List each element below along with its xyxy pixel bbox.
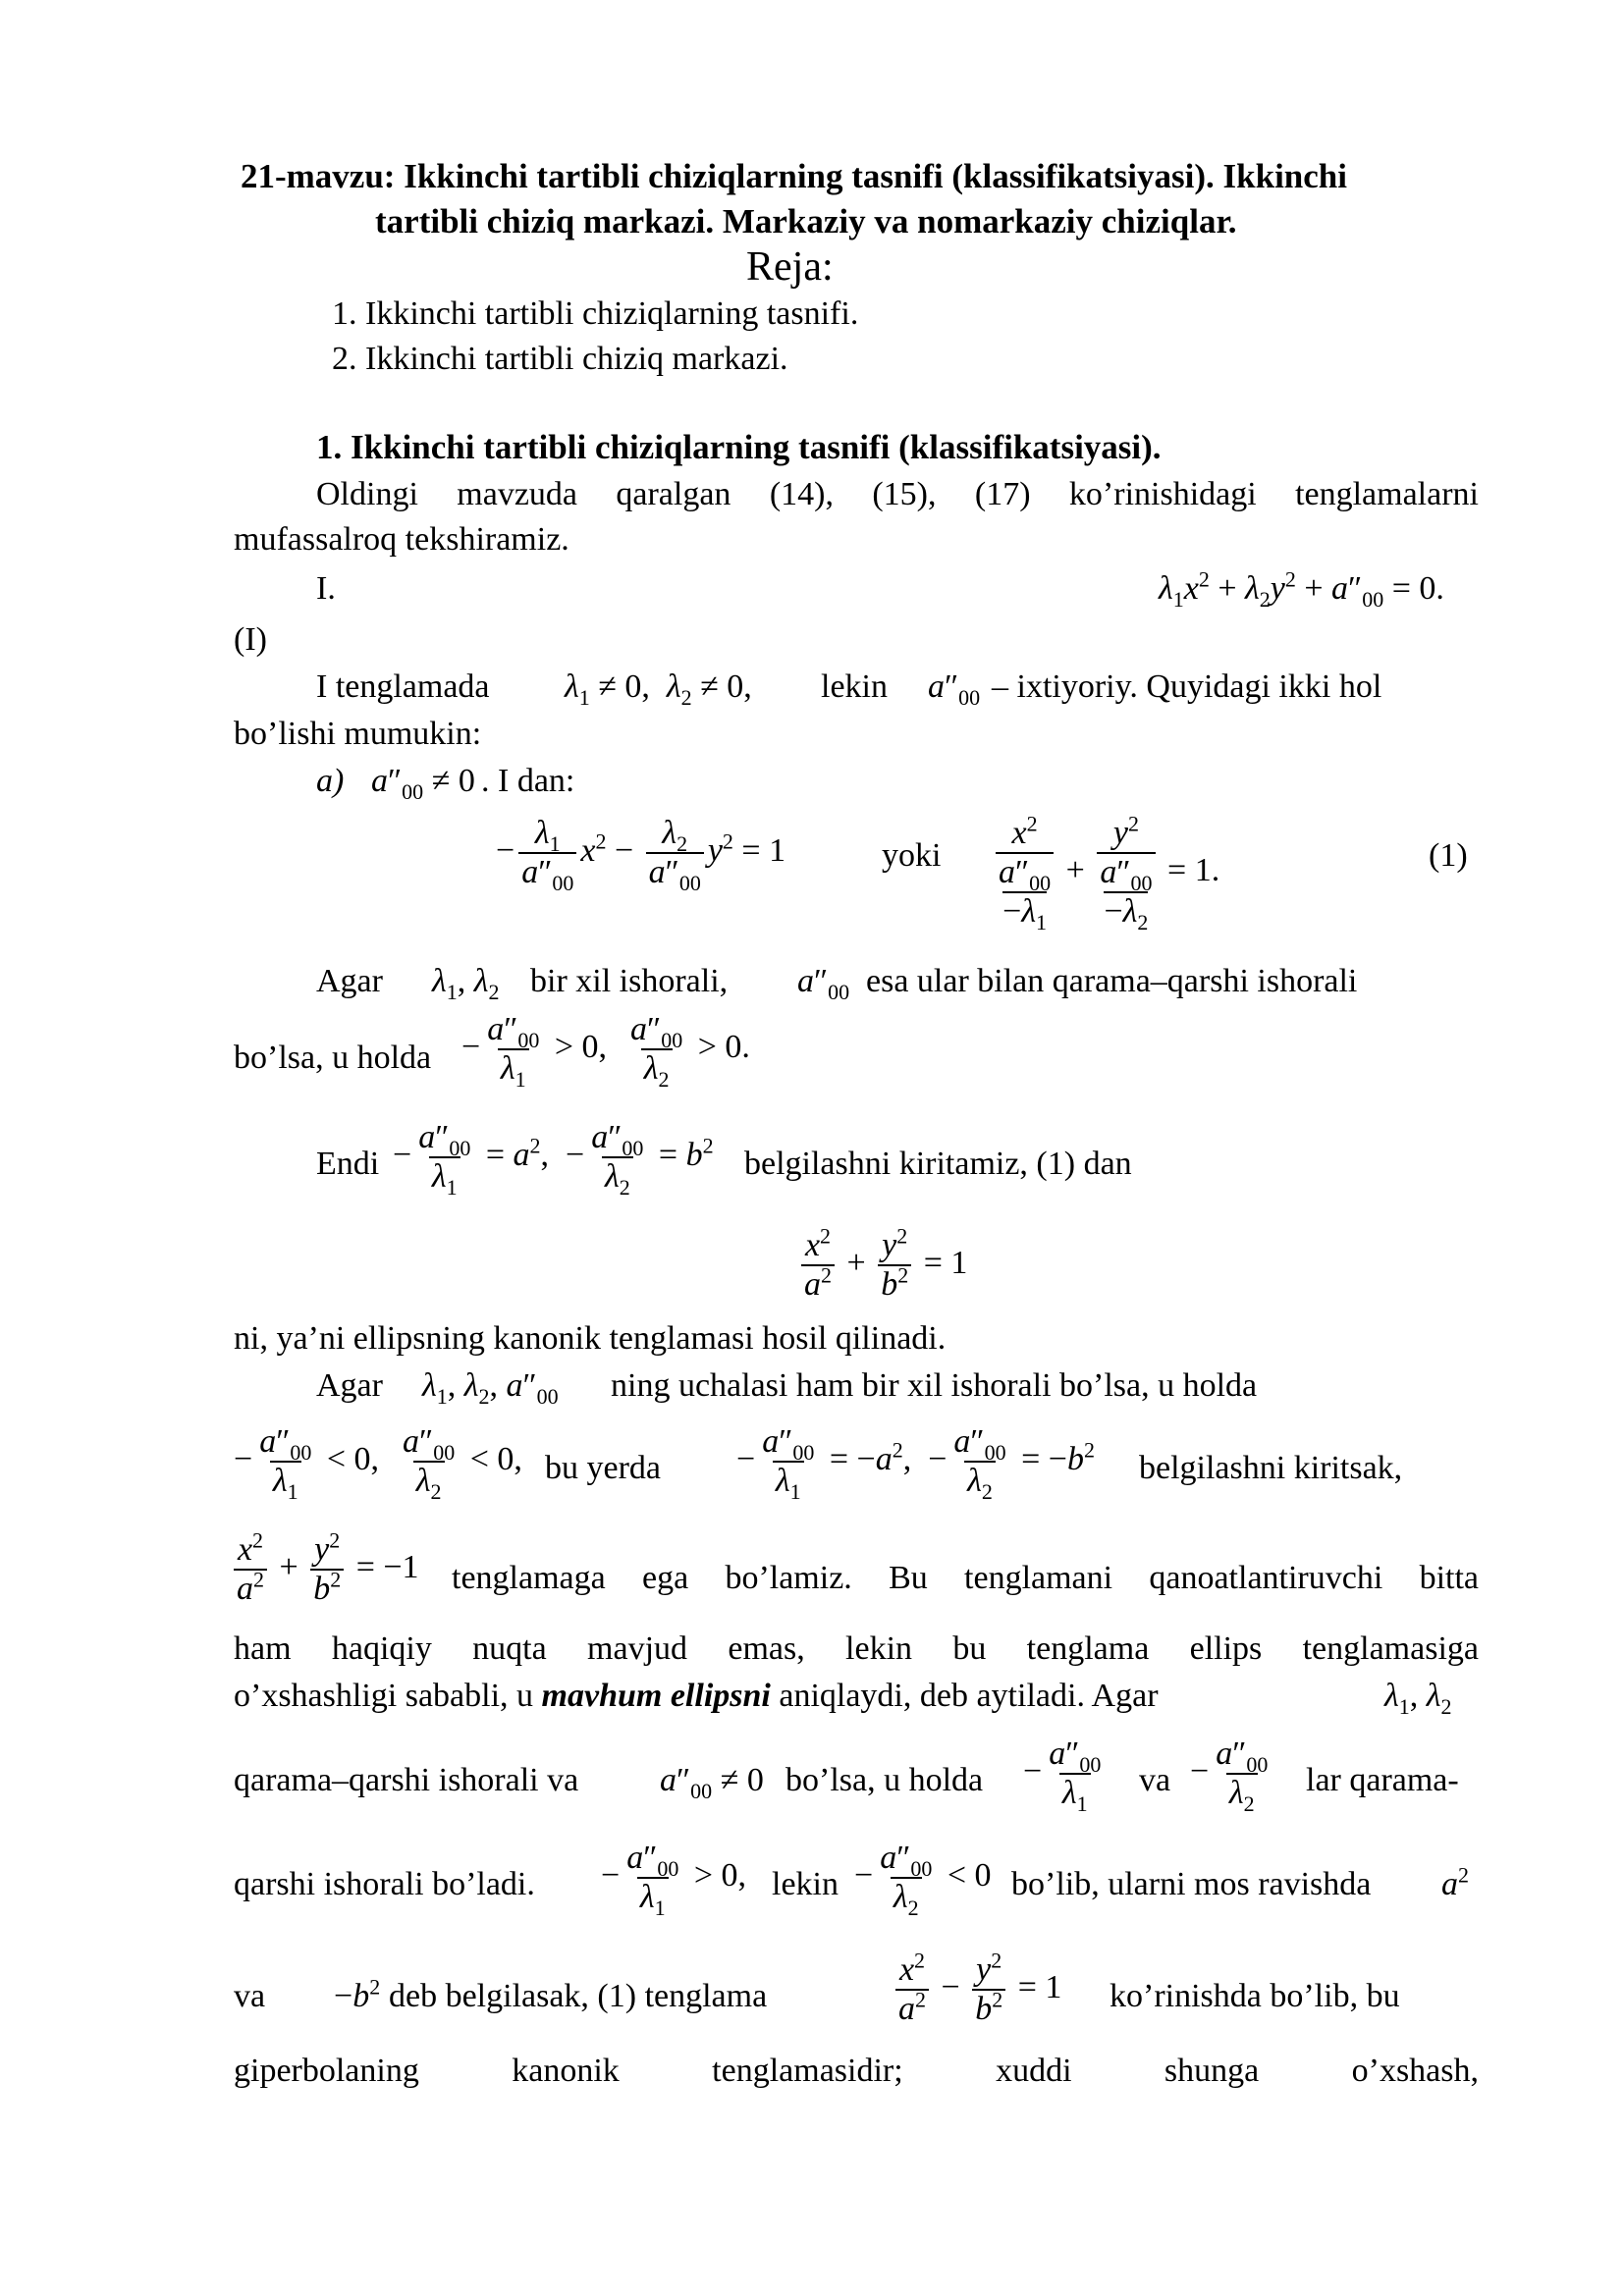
paragraph-1-line-1: Oldingi mavzuda qaralgan (14), (15), (17) ko’rinishidagi tenglamalarni (316, 476, 1479, 512)
paragraph-6-d: belgilashni kiritsak, (1139, 1450, 1403, 1486)
paragraph-2-a: I tenglamada (316, 668, 490, 705)
plan-item-1: 1. Ikkinchi tartibli chiziqlarning tasnifi. (332, 295, 859, 332)
paragraph-7-line-1: tenglamaga ega bo’lamiz. Bu tenglamani qanoatlantiruvchi bitta (452, 1560, 1479, 1596)
title-line-1: 21-mavzu: Ikkinchi tartibli chiziqlarning tasnifi (klassifikatsiyasi). Ikkinchi (241, 157, 1347, 195)
a-squared: $a^2$ (1441, 1862, 1469, 1902)
paragraph-3-line-2: bo’lsa, u holda (234, 1040, 432, 1076)
paragraph-6-c: bu yerda (545, 1450, 662, 1486)
section-heading: 1. Ikkinchi tartibli chiziqlarning tasnifi (klassifikatsiyasi). (316, 428, 1162, 466)
equation-I-label: (I) (234, 621, 267, 658)
equation-1-left: − $\frac{\lambda_1}{a''_{00}}$ $x^2$ − $\frac{\lambda_2}{a''_{00}}$ $y^2 = 1$ (496, 815, 786, 895)
a00-symbol-2: $a''_{00}$ (797, 963, 850, 1004)
notation-neg-a2-b2: − $\frac{a''_{00}}{\lambda_1}$ = $-a^2$, − $\frac{a''_{00}}{\lambda_2}$ = $-b^2$ (736, 1423, 1095, 1504)
paragraph-8-c: va (1139, 1762, 1171, 1798)
paragraph-7-line-2: ham haqiqiy nuqta mavjud emas, lekin bu tenglama ellips tenglamasiga (234, 1630, 1479, 1667)
paragraph-7-line-3-b: aniqlaydi, deb aytiladi. Agar (779, 1678, 1159, 1714)
lambda-pair-1: $\lambda_1$, $\lambda_2$ (432, 963, 500, 1004)
paragraph-8-b: bo’lsa, u holda (785, 1762, 984, 1798)
paragraph-6-a: Agar (316, 1367, 383, 1404)
paragraph-7-line-3-a: o’xshashligi sababli, u (234, 1678, 534, 1714)
inequality-1: − $\frac{a''_{00}}{\lambda_1}$ > 0, $\frac{a''_{00}}{\lambda_2}$ > 0. (461, 1011, 750, 1092)
equation-I: $\lambda_1x^2 + \lambda_2y^2 + a''_{00} = 0$. (1159, 566, 1444, 612)
lambda-pair-2: $\lambda_1$, $\lambda_2$ (1384, 1678, 1452, 1719)
imaginary-ellipse-term: mavhum ellipsni (541, 1678, 771, 1714)
paragraph-9-b: lekin (772, 1866, 839, 1902)
paragraph-2-line-2: bo’lishi mumukin: (234, 716, 482, 752)
yoki-word: yoki (882, 837, 942, 874)
notation-a2-b2: − $\frac{a''_{00}}{\lambda_1}$ = $a^2$, − $\frac{a''_{00}}{\lambda_2}$ = $b^2$ (393, 1119, 714, 1200)
fraction-neg-2: − $\frac{a''_{00}}{\lambda_2}$ (1190, 1735, 1269, 1816)
equation-1-right: $\frac{x^2}{\frac{a''_{00}}{-\lambda_1}}$ + $\frac{y^2}{\frac{a''_{00}}{-\lambda_2}}$ = 1. (992, 815, 1219, 931)
paragraph-9-c: bo’lib, ularni mos ravishda (1011, 1866, 1372, 1902)
plan-item-2: 2. Ikkinchi tartibli chiziq markazi. (332, 341, 788, 377)
a00-nonzero: $a''_{00} \ne 0$ (660, 1762, 764, 1803)
paragraph-10-c: ko’rinishda bo’lib, bu (1110, 1978, 1400, 2014)
paragraph-10-b: deb belgilasak, (1) tenglama (389, 1978, 768, 2014)
lambda-triple: $\lambda_1$, $\lambda_2$, $a''_{00}$ (422, 1367, 559, 1409)
paragraph-4-b: belgilashni kiritamiz, (1) dan (744, 1146, 1132, 1182)
hyperbola-equation: $\frac{x^2}{a^2}$ − $\frac{y^2}{b^2}$ = 1 (895, 1951, 1061, 2028)
paragraph-3-a: Agar (316, 963, 383, 999)
case-a-condition: $a''_{00} \ne 0$ (371, 763, 475, 804)
paragraph-5: ni, ya’ni ellipsning kanonik tenglamasi hosil qilinadi. (234, 1320, 947, 1357)
paragraph-3-c: esa ular bilan qarama–qarshi ishorali (866, 963, 1358, 999)
paragraph-6-b: ning uchalasi ham bir xil ishorali bo’lsa, u holda (611, 1367, 1258, 1404)
a00-symbol: $a''_{00}$ (928, 668, 981, 710)
inequality-3: − $\frac{a''_{00}}{\lambda_1}$ > 0, (601, 1840, 747, 1920)
paragraph-3-b: bir xil ishorali, (530, 963, 729, 999)
imaginary-ellipse-equation: $\frac{x^2}{a^2}$ + $\frac{y^2}{b^2}$ = −1 (234, 1531, 419, 1608)
paragraph-1-line-2: mufassalroq tekshiramiz. (234, 521, 569, 558)
equation-1-label: (1) (1429, 837, 1468, 874)
paragraph-2-b: lekin (821, 668, 888, 705)
paragraph-7-line-3 (234, 1677, 1159, 1716)
paragraph-10-a: va (234, 1978, 266, 2014)
paragraph-11: giperbolaning kanonik tenglamasidir; xuddi shunga o’xshash, (234, 2053, 1479, 2089)
inequality-4: − $\frac{a''_{00}}{\lambda_2}$ < 0 (854, 1840, 992, 1920)
fraction-neg-1: − $\frac{a''_{00}}{\lambda_1}$ (1023, 1735, 1102, 1816)
paragraph-8-d: lar qarama- (1306, 1762, 1459, 1798)
inequality-2: − $\frac{a''_{00}}{\lambda_1}$ < 0, $\frac{a''_{00}}{\lambda_2}$ < 0, (234, 1423, 522, 1504)
paragraph-8-a: qarama–qarshi ishorali va (234, 1762, 579, 1798)
title-line-2: tartibli chiziq markazi. Markaziy va nomarkaziy chiziqlar. (375, 202, 1237, 240)
paragraph-2-c: – ixtiyoriy. Quyidagi ikki hol (992, 668, 1382, 705)
ellipse-equation: $\frac{x^2}{a^2}$ + $\frac{y^2}{b^2}$ = 1 (797, 1227, 967, 1304)
case-a-text: . I dan: (481, 763, 575, 799)
paragraph-9-a: qarshi ishorali bo’ladi. (234, 1866, 535, 1902)
lambda-nonzero-condition: $\lambda_1 \ne 0$, $\lambda_2 \ne 0$, (565, 668, 752, 710)
case-label-I: I. (316, 570, 336, 607)
neg-b-squared: $-b^2$ (334, 1974, 381, 2014)
case-a-label: a) (316, 763, 345, 799)
paragraph-4-a: Endi (316, 1146, 380, 1182)
plan-heading: Reja: (746, 244, 834, 290)
